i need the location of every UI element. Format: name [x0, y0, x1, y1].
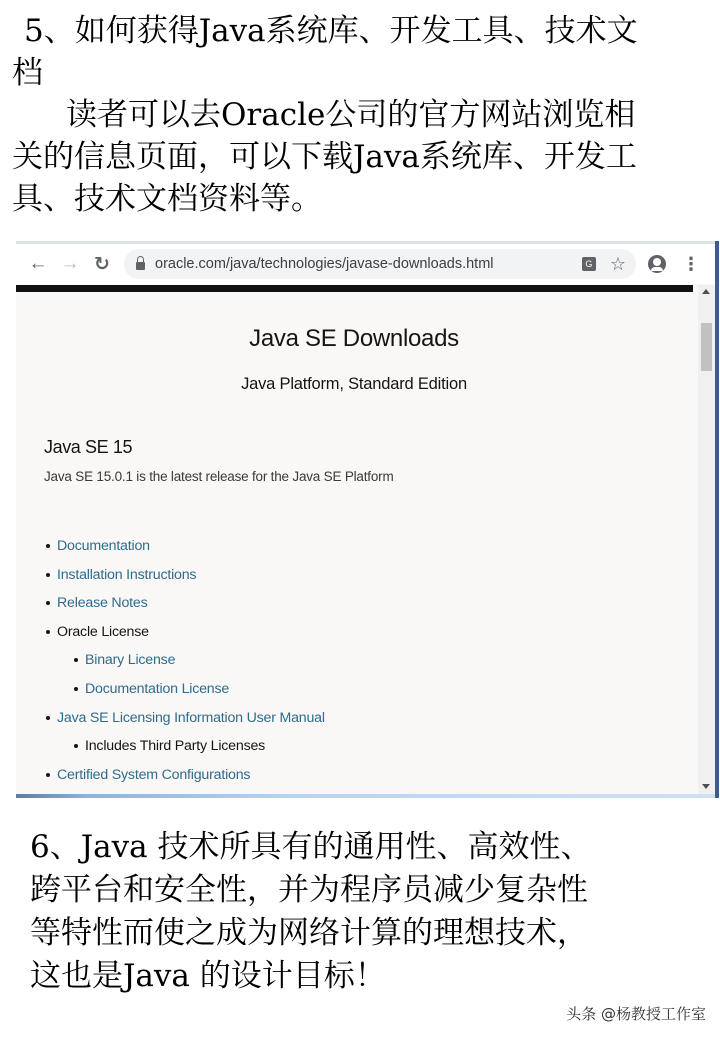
oracle-license-label: Oracle License	[57, 623, 149, 640]
resource-link-list	[44, 532, 325, 789]
forward-button[interactable]	[54, 248, 86, 280]
section-5	[12, 10, 712, 220]
documentation-link[interactable]: Documentation	[57, 538, 150, 554]
binary-license-link[interactable]: Binary License	[85, 652, 176, 669]
arrow-right-icon: →	[60, 253, 80, 274]
release-heading: Java SE 15	[44, 437, 133, 457]
page-subtitle: Java Platform, Standard Edition	[241, 375, 467, 393]
release-notes-link[interactable]: Release Notes	[57, 595, 148, 612]
section-5-title-line-1: 5、如何获得Java系统库、开发工具、技术文	[24, 13, 638, 49]
url-text: oracle.com/java/technologies/javase-downloads.html	[155, 256, 494, 272]
release-description: Java SE 15.0.1 is the latest release for the Java SE Platform	[44, 469, 394, 484]
section-6-line-2: 跨平台和安全性，并为程序员减少复杂性	[30, 872, 588, 908]
profile-icon[interactable]	[648, 255, 666, 273]
star-icon[interactable]: ☆	[609, 253, 626, 274]
list-item	[72, 732, 325, 761]
translate-icon[interactable]: G	[582, 257, 596, 271]
list-item	[44, 532, 325, 561]
section-5-body-line-3: 具、技术文档资料等。	[12, 181, 322, 217]
web-page-content	[16, 292, 692, 792]
site-header-bar	[16, 285, 693, 292]
list-item	[72, 675, 325, 704]
list-item	[72, 646, 325, 675]
watermark: 头条 @杨教授工作室	[566, 1005, 706, 1023]
section-6	[30, 826, 710, 998]
section-6-line-1: 6、Java 技术所具有的通用性、高效性、	[30, 829, 592, 865]
page-title: Java SE Downloads	[249, 325, 459, 352]
list-item	[44, 561, 325, 590]
browser-screenshot	[16, 241, 719, 798]
section-5-body-line-2: 关的信息页面，可以下载Java系统库、开发工	[12, 139, 637, 175]
section-5-title-line-2: 档	[12, 55, 43, 91]
section-6-line-3: 等特性而使之成为网络计算的理想技术，	[30, 915, 588, 951]
address-bar[interactable]	[124, 249, 636, 279]
scroll-thumb[interactable]	[701, 323, 712, 371]
list-item	[44, 589, 325, 618]
lock-icon	[136, 262, 145, 270]
licensing-user-manual-link[interactable]: Java SE Licensing Information User Manual	[57, 709, 325, 726]
installation-instructions-link[interactable]: Installation Instructions	[57, 566, 197, 583]
reload-icon: ↻	[94, 253, 110, 275]
third-party-licenses-label: Includes Third Party Licenses	[85, 738, 266, 755]
certified-system-configurations-link[interactable]: Certified System Configurations	[57, 766, 251, 783]
back-button[interactable]	[22, 248, 54, 280]
reload-button[interactable]	[86, 248, 118, 280]
menu-icon[interactable]: ⋮	[682, 254, 700, 274]
list-item	[44, 618, 325, 647]
browser-toolbar	[16, 244, 715, 284]
list-item	[44, 704, 325, 733]
scroll-up-icon[interactable]	[702, 289, 710, 294]
list-item	[44, 761, 325, 790]
window-bottom-edge	[16, 794, 715, 798]
arrow-left-icon: ←	[28, 253, 48, 274]
section-5-body-line-1: 读者可以去Oracle公司的官方网站浏览相	[66, 97, 636, 133]
documentation-license-link[interactable]: Documentation License	[85, 680, 230, 697]
section-6-line-4: 这也是Java 的设计目标！	[30, 958, 386, 994]
vertical-scrollbar[interactable]	[698, 285, 715, 795]
scroll-down-icon[interactable]	[702, 784, 710, 789]
